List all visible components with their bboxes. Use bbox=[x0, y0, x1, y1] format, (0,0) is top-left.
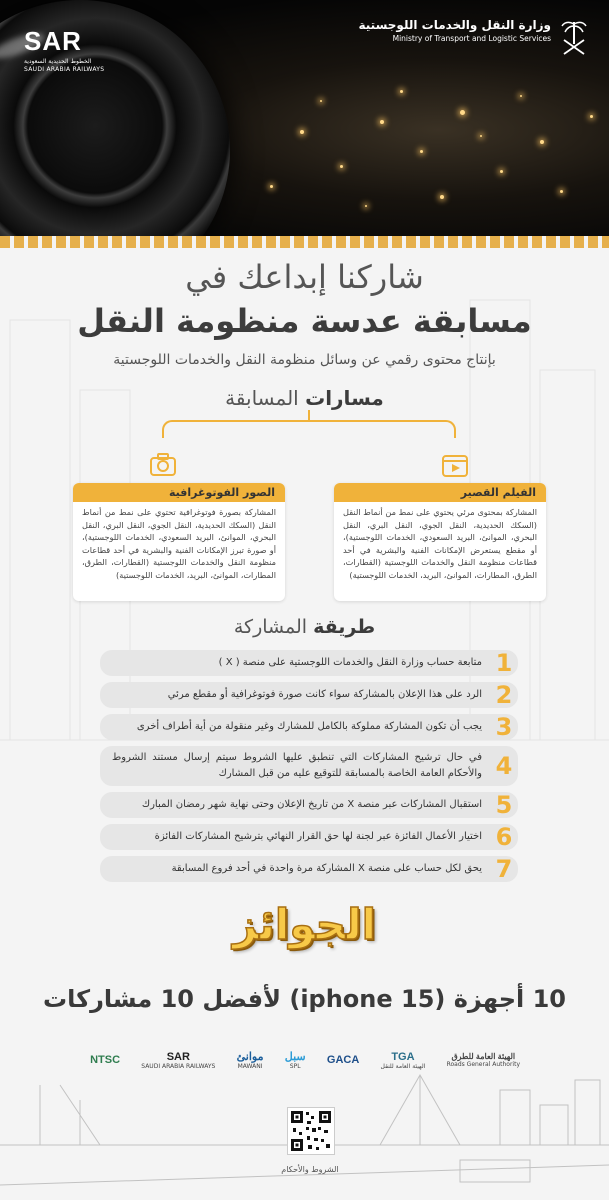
tracks-connector bbox=[162, 420, 456, 438]
video-icon bbox=[441, 452, 469, 478]
palm-swords-icon bbox=[559, 18, 589, 58]
camera-icon bbox=[149, 452, 177, 478]
step-number: 4 bbox=[495, 752, 513, 780]
partner-name: GACA bbox=[326, 1054, 360, 1066]
step-2 bbox=[100, 682, 518, 708]
how-title-suffix: المشاركة bbox=[233, 616, 308, 638]
track-card-film-title: الفيلم القصير bbox=[334, 483, 546, 502]
partner-sub: الهيئة العامة للنقل bbox=[380, 1062, 426, 1070]
step-1 bbox=[100, 650, 518, 676]
partner-name: موانئ bbox=[236, 1051, 264, 1063]
track-card-photo bbox=[73, 483, 285, 601]
partner-sub: SAUDI ARABIA RAILWAYS bbox=[141, 1062, 216, 1070]
step-text: اختيار الأعمال الفائزة عبر لجنة لها حق القرار النهائي بترشيح المشاركات الفائزة bbox=[154, 831, 482, 842]
track-card-photo-title: الصور الفوتوغرافية bbox=[73, 483, 285, 502]
intro-subtitle: بإنتاج محتوى رقمي عن وسائل منظومة النقل والخدمات اللوجستية bbox=[113, 352, 496, 368]
step-text: استقبال المشاركات عبر منصة X من تاريخ الإعلان وحتى نهاية شهر رمضان المبارك bbox=[141, 799, 482, 810]
ministry-name-en: Ministry of Transport and Logistic Services bbox=[392, 34, 551, 43]
step-number: 2 bbox=[495, 681, 513, 709]
step-6 bbox=[100, 824, 518, 850]
ministry-logo bbox=[359, 18, 590, 58]
hero-banner bbox=[0, 0, 609, 236]
step-text: يجب أن تكون المشاركة مملوكة بالكامل للمشارك وغير منقولة من أية أطراف أخرى bbox=[136, 721, 482, 732]
step-5 bbox=[100, 792, 518, 818]
step-3 bbox=[100, 714, 518, 740]
sar-logo bbox=[24, 26, 104, 73]
step-number: 3 bbox=[495, 713, 513, 741]
step-7 bbox=[100, 856, 518, 882]
partner-name: سبل bbox=[284, 1051, 306, 1063]
track-card-film-body: المشاركة بمحتوى مرئي يحتوي على نمط من أنماط النقل (السكك الحديدية، النقل الجوي، النقل البري، النقل البحري، الموانئ، البريد السعودي، الخدمات اللوجستية)، أو مقطع يستعرض الإمكانات الفنية والبشرية في أحد قطاعات منظومة النقل والخدمات اللوجستية (القطارات، الطرق، المطارات، الموانئ، البريد، الخدمات اللوجستية) bbox=[343, 507, 537, 580]
step-number: 6 bbox=[495, 823, 513, 851]
how-title bbox=[0, 616, 609, 638]
title-line-2: مسابقة عدسة منظومة النقل bbox=[77, 302, 532, 340]
sar-logo-sub-ar: الخطوط الحديدية السعودية bbox=[24, 58, 92, 65]
step-number: 1 bbox=[495, 649, 513, 677]
partner-sub: MAWANI bbox=[237, 1063, 263, 1070]
step-number: 5 bbox=[495, 791, 513, 819]
prizes-title: الجوائز bbox=[232, 900, 377, 949]
tracks-title-prefix: مسارات bbox=[305, 386, 384, 410]
film-strip-divider bbox=[0, 236, 609, 248]
step-number: 7 bbox=[495, 855, 513, 883]
tracks-title bbox=[0, 386, 609, 410]
qr-code[interactable] bbox=[287, 1107, 335, 1155]
qr-label: الشروط والأحكام bbox=[281, 1165, 339, 1174]
ministry-name-ar: وزارة النقل والخدمات اللوجستية bbox=[358, 18, 551, 32]
sar-logo-sub-en: SAUDI ARABIA RAILWAYS bbox=[24, 66, 105, 73]
partner-name: NTSC bbox=[90, 1054, 121, 1066]
track-card-film bbox=[334, 483, 546, 601]
sar-logo-mark: SAR bbox=[24, 26, 82, 56]
tracks-title-suffix: المسابقة bbox=[225, 386, 299, 410]
partner-name: الهيئة العامة للطرق bbox=[451, 1052, 516, 1061]
title-line-1: شاركنا إبداعك في bbox=[185, 258, 424, 296]
step-text: متابعة حساب وزارة النقل والخدمات اللوجستية على منصة ( X ) bbox=[218, 657, 482, 668]
step-text: الرد على هذا الإعلان بالمشاركة سواء كانت صورة فوتوغرافية أو مقطع مرئي bbox=[167, 689, 482, 700]
track-card-photo-body: المشاركة بصورة فوتوغرافية تحتوي على نمط من أنماط النقل (السكك الحديدية، النقل الجوي، النقل البري، النقل البحري، الموانئ، البريد السعودي، الخدمات اللوجستية)، أو صورة تبرز الإمكانات الفنية والبشرية في أحد قطاعات منظومة النقل والخدمات اللوجستية (القطارات، الطرق، المطارات، الموانئ، البريد، الخدمات اللوجستية) bbox=[82, 507, 276, 580]
prizes-text: 10 أجهزة (iphone 15) لأفضل 10 مشاركات bbox=[43, 985, 566, 1013]
qr-code-graphic bbox=[288, 1108, 334, 1154]
how-title-prefix: طريقة bbox=[313, 616, 376, 638]
partner-name: TGA bbox=[391, 1050, 415, 1063]
partner-sub: Roads General Authority bbox=[446, 1061, 520, 1068]
step-text: في حال ترشيح المشاركات التي تنطبق عليها الشروط سيتم إرسال مستند الشروط والأحكام العامة الخاصة بالمسابقة للتوقيع عليه من قبل المشارك bbox=[112, 752, 482, 779]
step-text: يحق لكل حساب على منصة X المشاركة مرة واحدة في أحد فروع المسابقة bbox=[171, 863, 482, 874]
partner-sub: SPL bbox=[289, 1063, 301, 1070]
partner-name: SAR bbox=[166, 1050, 190, 1063]
step-4 bbox=[100, 746, 518, 786]
